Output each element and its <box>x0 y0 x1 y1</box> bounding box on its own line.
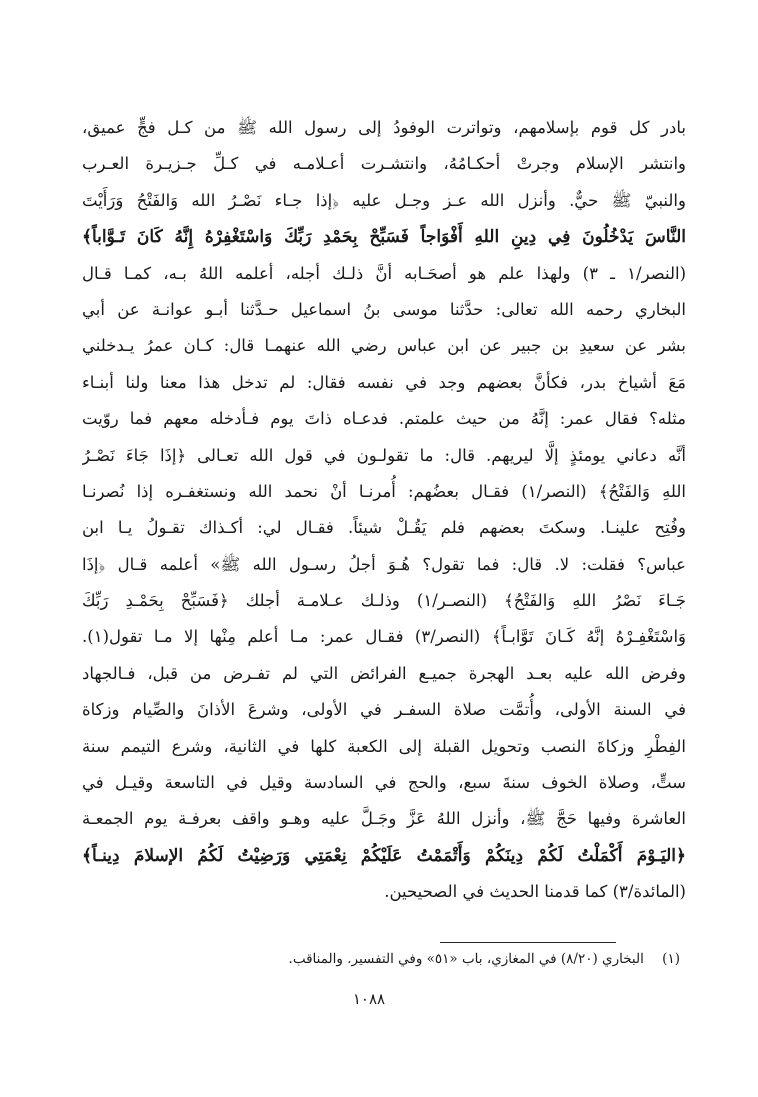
text-line-20: العاشرة وفيها حَجَّ ﷺ، وأنزل اللهُ عَزَّ وجَـلَّ عليه وهـو واقف بعرفـة يوم الجمعـة <box>82 809 686 829</box>
footnote-marker: (١) <box>662 951 680 967</box>
footnote-divider <box>440 942 616 943</box>
text-line-10: أنَّه دعاني يومئذٍ إلَّا ليريهم. قال: ما تقولـون في قول الله تعـالى ﴿إذَا جَاءَ نَصْـرُ <box>82 445 686 465</box>
text-line-15: وَاسْتَغْفِـرْهُ إنَّهُ كَـانَ تَوَّابـاً﴾ (النصر/٣) فقـال عمر: مـا أعلم مِنْها إلا مـا تقول(١). <box>82 627 686 647</box>
text-line-1: بادر كل قوم بإسلامهم، وتواترت الوفودُ إلى رسول الله ﷺ من كـل فجٍّ عميق، <box>82 118 686 137</box>
text-line-6: البخاري رحمه الله تعالى: حدَّثنا موسى بنُ اسماعيل حـدَّثنا أبـو عوانـة عن أبي <box>82 299 686 319</box>
text-line-4: النَّاسَ يَدْخُلُونَ فِي دِينِ اللهِ أَفْوَاجاً فَسَبِّحْ بِحَمْدِ رَبِّكَ وَاسْتَغْفِرْهُ إِنَّهُ كَانَ تَـوَّاباً﴾ <box>82 227 686 248</box>
text-line-12: وفُتِح علينـا. وسكتَ بعضهم فلم يَقُـلْ شيئاً. فقـال لي: أكـذاك تقـولُ يـا ابن <box>82 518 686 538</box>
text-line-7: بشر عن سعيدِ بن جبير عن ابن عباس رضي الله عنهمـا قال: كـان عمرُ يـدخلني <box>82 336 686 356</box>
text-line-21: ﴿اليَـوْمَ أَكْمَلْتُ لَكُمْ دِينَكُمْ وَأَتْمَمْتُ عَلَيْكُمْ نِعْمَتِي وَرَضِيْتُ لَكُمُ الإسلامَ دِينـاً﴾ <box>82 845 686 866</box>
main-text <box>82 110 686 911</box>
text-line-3: والنبيّ ﷺ حيٌّ. وأنزل الله عـز وجـل عليه ﴿إذا جـاء نَصْـرُ الله وَالفَتْحُ وَرَأَيْتَ <box>82 190 686 210</box>
footnote-text: البخاري (٨/٢٠) في المغازي، باب «٥١» وفي التفسير. والمناقب. <box>288 951 644 967</box>
text-line-13: عباس؟ فقلت: لا. قال: فما تقول؟ هُـوَ أجلُ رسـول الله ﷺ» أعلمه قـال ﴿إذَا <box>82 554 686 574</box>
text-line-8: مَعَ أشياخ بدر، فكأنَّ بعضهم وجد في نفسه فقال: لم تدخل هذا معنا ولنا أبنـاء <box>82 372 686 392</box>
text-line-17: في السنة الأولى، وأُتمَّت صلاة السفـر في الأولى، وشرعَ الأذانَ والصِّيام وزكاة <box>82 700 686 720</box>
text-line-14: جَـاءَ نَصْرُ اللهِ وَالفَتْحُ﴾ (النصـر/١) وذلـك عـلامـة أجلك ﴿فَسَبِّحْ بِحَمْـدِ رَبِّكَ <box>82 591 686 611</box>
page-number: ١٠٨٨ <box>352 990 386 1008</box>
text-line-16: وفرض الله عليه بعـد الهجرة جميـع الفرائض التي لم تفـرض من قبل، فـالجهاد <box>82 663 686 683</box>
text-line-5: (النصر/١ ـ ٣) ولهذا علم هو أصحَـابه أنَّ ذلـك أجله، أعلمه اللهُ بـه، كمـا قـال <box>82 263 686 283</box>
text-line-19: ستٍّ، وصلاة الخوف سنةَ سبع، والحج في السادسة وقيل في التاسعة وقيـل في <box>82 773 686 793</box>
text-line-2: وانتشر الإسلام وجرتْ أحكـامُهُ، وانتشـرت أعـلامـه في كـلِّ جـزيـرة العـرب <box>82 154 686 174</box>
text-line-9: مثله؟ فقال عمر: إنَّهُ من حيث علمتم. فدعـاه ذاتَ يوم فـأدخله معهم فما روّيت <box>82 409 686 429</box>
text-line-11: اللهِ وَالفَتْحُ﴾ (النصر/١) فقـال بعضُهم: أُمرنـا أنْ نحمد الله ونستغفـره إذا نُصرنـا <box>82 481 686 501</box>
text-line-18: الفِطْرِ وزكاةَ النصب وتحويل القبلة إلى الكعبة كلها في الثانية، وشرع التيمم سنة <box>82 736 686 756</box>
text-line-22: (المائدة/٣) كما قدمنا الحديث في الصحيحين. <box>384 882 686 902</box>
footnote <box>230 951 680 967</box>
